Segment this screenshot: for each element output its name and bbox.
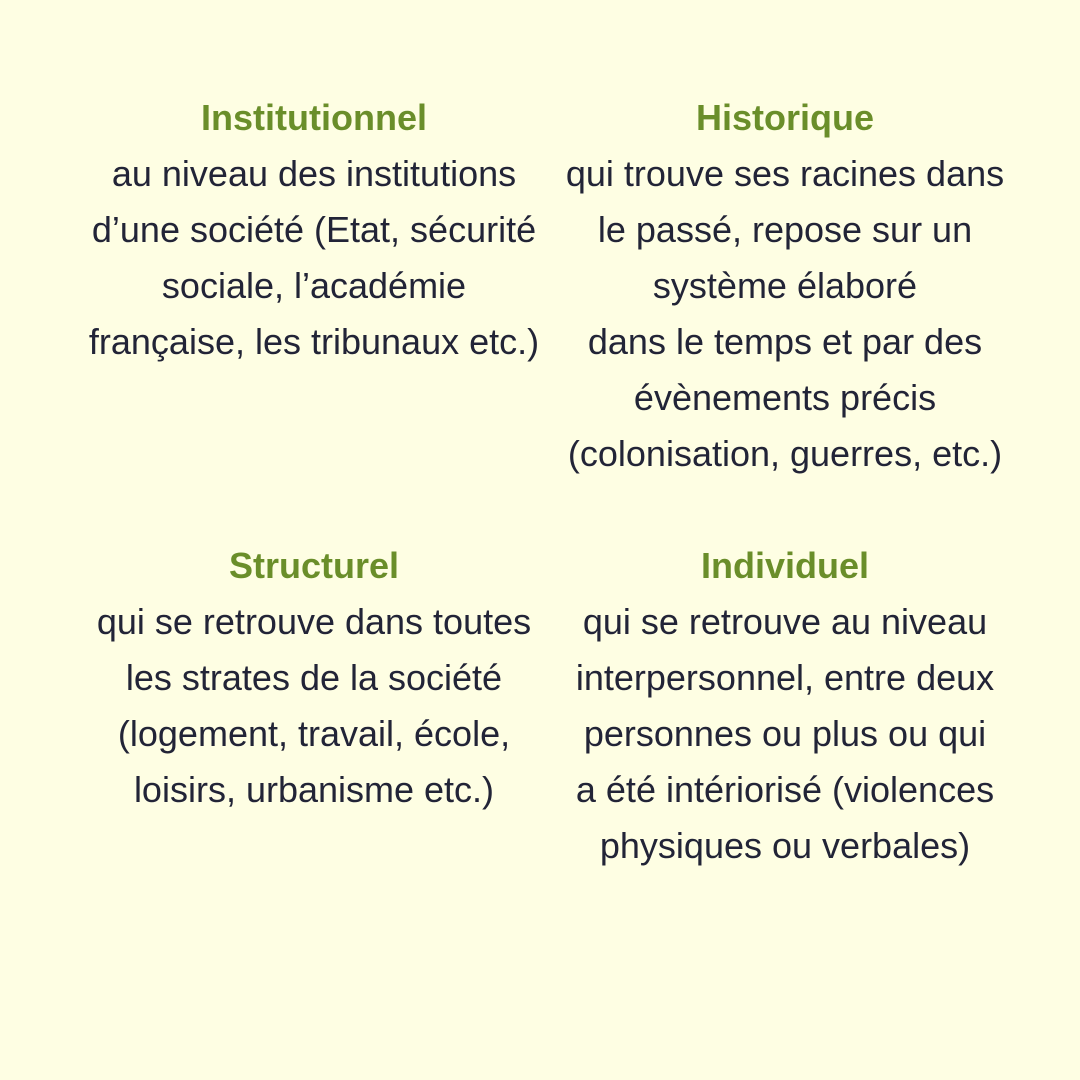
block-title: Institutionnel — [201, 97, 427, 138]
block-title: Structurel — [228, 545, 400, 586]
block-historique — [555, 90, 1015, 482]
block-line: d’une société (Etat, sécurité — [91, 209, 537, 250]
block-line: système élaboré — [652, 265, 918, 306]
block-line: qui se retrouve dans toutes — [96, 601, 532, 642]
block-line: physiques ou verbales) — [599, 825, 971, 866]
block-line: personnes ou plus ou qui — [583, 713, 987, 754]
block-line: (colonisation, guerres, etc.) — [567, 433, 1003, 474]
block-title: Individuel — [700, 545, 869, 586]
block-line: a été intériorisé (violences — [575, 769, 995, 810]
block-line: française, les tribunaux etc.) — [88, 321, 540, 362]
block-line: les strates de la société — [125, 657, 503, 698]
block-title: Historique — [695, 97, 874, 138]
block-line: sociale, l’académie — [161, 265, 467, 306]
block-line: qui se retrouve au niveau — [582, 601, 988, 642]
block-line: loisirs, urbanisme etc.) — [133, 769, 495, 810]
block-line: le passé, repose sur un — [597, 209, 973, 250]
block-line: au niveau des institutions — [111, 153, 517, 194]
block-line: interpersonnel, entre deux — [575, 657, 995, 698]
block-line: (logement, travail, école, — [117, 713, 511, 754]
block-line: évènements précis — [633, 377, 937, 418]
block-line: dans le temps et par des — [587, 321, 983, 362]
block-line: qui trouve ses racines dans — [565, 153, 1005, 194]
block-institutionnel — [84, 90, 544, 370]
block-structurel — [84, 538, 544, 818]
block-individuel — [555, 538, 1015, 874]
